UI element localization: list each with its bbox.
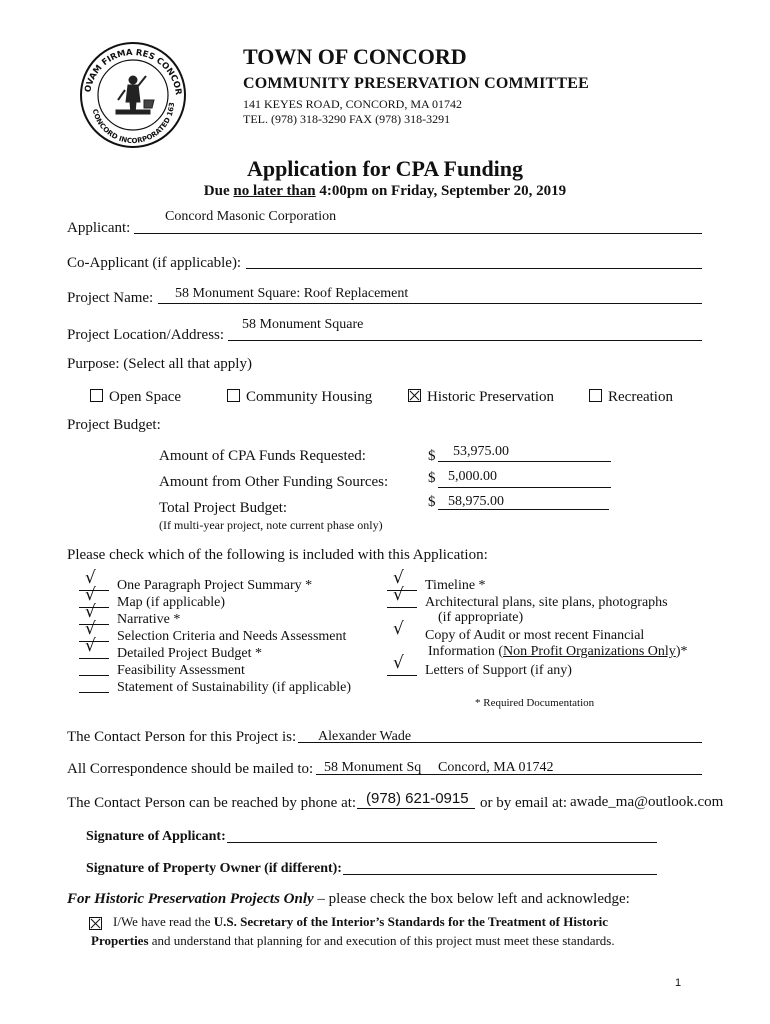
historic-ack-line1 [113, 914, 608, 930]
historic-ack-line2 [91, 933, 615, 949]
check-detailed-budget-blank[interactable] [79, 636, 109, 659]
other-funding-value[interactable]: 5,000.00 [448, 469, 497, 484]
check-mark-icon: √ [85, 585, 96, 605]
requested-label: Amount of CPA Funds Requested: [159, 448, 366, 464]
requested-field-line[interactable] [438, 461, 611, 462]
purpose-recreation-checkbox[interactable] [589, 389, 602, 402]
historic-ack-pre: I/We have read the [113, 914, 214, 929]
applicant-value[interactable]: Concord Masonic Corporation [165, 209, 337, 224]
purpose-community-housing-label: Community Housing [246, 389, 373, 405]
historic-ack-box[interactable] [89, 917, 102, 930]
location-value[interactable]: 58 Monument Square [242, 317, 364, 332]
purpose-historic-preservation[interactable] [408, 389, 554, 406]
historic-ack-checkbox[interactable] [89, 916, 102, 934]
other-funding-currency: $ [428, 470, 436, 486]
location-label: Project Location/Address: [67, 327, 225, 343]
owner-signature-line[interactable] [343, 874, 657, 875]
project-name-value[interactable]: 58 Monument Square: Roof Replacement [175, 286, 409, 301]
mail-label: All Correspondence should be mailed to: [67, 761, 314, 777]
check-mark-icon: √ [85, 568, 96, 588]
total-budget-label: Total Project Budget: [159, 500, 288, 516]
email-value[interactable]: awade_ma@outlook.com [570, 794, 724, 810]
check-mark-icon: √ [393, 568, 404, 588]
check-letters-blank[interactable] [387, 653, 417, 676]
project-name-field-line[interactable] [158, 303, 702, 304]
purpose-recreation-label: Recreation [608, 389, 673, 405]
applicant-label: Applicant: [67, 220, 131, 236]
mail-value-street[interactable]: 58 Monument Sq [324, 760, 422, 775]
due-rest: 4:00pm on Friday, September 20, 2019 [315, 183, 567, 199]
purpose-recreation[interactable] [589, 389, 673, 406]
historic-heading-emphasis: For Historic Preservation Projects Only [67, 891, 314, 907]
applicant-signature-label: Signature of Applicant: [86, 829, 226, 844]
owner-signature-label: Signature of Property Owner (if different): [86, 861, 342, 876]
check-mark-icon: √ [85, 619, 96, 639]
check-detailed-budget-label: Detailed Project Budget * [117, 646, 263, 661]
check-architectural-plans-label: Architectural plans, site plans, photographs [425, 595, 668, 610]
total-budget-currency: $ [428, 494, 436, 510]
contact-person-label: The Contact Person for this Project is: [67, 729, 297, 745]
check-project-summary[interactable] [79, 568, 313, 594]
check-map[interactable] [79, 585, 226, 611]
project-name-label: Project Name: [67, 290, 154, 306]
check-feasibility[interactable] [79, 661, 245, 679]
purpose-open-space[interactable] [90, 389, 181, 406]
mail-value-city[interactable]: Concord, MA 01742 [438, 760, 554, 775]
check-architectural-plans-note: (if appropriate) [438, 610, 524, 625]
check-mark-icon: √ [85, 602, 96, 622]
required-note: * Required Documentation [475, 697, 595, 709]
purpose-open-space-checkbox[interactable] [90, 389, 103, 402]
committee-phone: TEL. (978) 318-3290 FAX (978) 318-3291 [243, 112, 451, 126]
purpose-community-housing[interactable] [227, 389, 372, 406]
check-detailed-budget[interactable] [79, 636, 263, 662]
purpose-label: Purpose: (Select all that apply) [67, 356, 252, 372]
check-letters-label: Letters of Support (if any) [425, 663, 572, 678]
coapplicant-field-line[interactable] [246, 268, 702, 269]
town-seal [78, 40, 188, 150]
committee-name: COMMUNITY PRESERVATION COMMITTEE [243, 75, 590, 92]
total-budget-value[interactable]: 58,975.00 [448, 494, 504, 509]
seal-top-text: OVAM FIRMA RES CONCOR [83, 47, 183, 96]
check-sustainability-blank[interactable] [79, 678, 109, 693]
other-funding-label: Amount from Other Funding Sources: [159, 474, 389, 490]
audit-note-underlined: Non Profit Organizations Only [503, 644, 676, 659]
historic-heading-rest: – please check the box below left and acknowledge: [313, 891, 630, 907]
checklist-intro: Please check which of the following is included with this Application: [67, 547, 488, 563]
check-audit[interactable] [387, 619, 645, 644]
phone-value[interactable]: (978) 621-0915 [366, 790, 469, 807]
other-funding-field-line[interactable] [438, 487, 611, 488]
phone-label: The Contact Person can be reached by phone at: [67, 795, 357, 811]
applicant-field-line[interactable] [134, 233, 702, 234]
historic-ack-standards: U.S. Secretary of the Interior’s Standards for the Treatment of Historic [213, 914, 608, 929]
check-mark-icon: √ [393, 653, 404, 673]
historic-ack-properties: Properties [91, 933, 149, 948]
applicant-signature-line[interactable] [227, 842, 657, 843]
check-mark-icon: √ [393, 585, 404, 605]
town-name: TOWN OF CONCORD [243, 44, 467, 69]
requested-value[interactable]: 53,975.00 [453, 444, 509, 459]
historic-ack-rest: and understand that planning for and execution of this project must meet these standards. [148, 933, 615, 948]
page-title: Application for CPA Funding [246, 156, 524, 181]
check-project-summary-label: One Paragraph Project Summary * [117, 578, 313, 593]
audit-note-pre: Information ( [428, 644, 504, 659]
check-sustainability-label: Statement of Sustainability (if applicable) [117, 680, 352, 695]
check-sustainability[interactable] [79, 678, 351, 696]
purpose-community-housing-checkbox[interactable] [227, 389, 240, 402]
check-letters-of-support[interactable] [387, 653, 572, 679]
location-field-line[interactable] [228, 340, 702, 341]
check-feasibility-blank[interactable] [79, 661, 109, 676]
check-mark-icon: √ [393, 619, 404, 639]
check-selection-criteria-label: Selection Criteria and Needs Assessment [117, 629, 347, 644]
seal-bottom-text: CONCORD INCORPORATED 163 [90, 101, 177, 146]
contact-person-value[interactable]: Alexander Wade [318, 729, 412, 744]
due-underlined: no later than [233, 183, 316, 199]
audit-note-post: )* [675, 644, 688, 659]
check-map-label: Map (if applicable) [117, 595, 226, 610]
purpose-open-space-label: Open Space [109, 389, 182, 405]
phone-field-line[interactable] [357, 808, 475, 809]
committee-address: 141 KEYES ROAD, CONCORD, MA 01742 [243, 97, 463, 111]
total-budget-note: (If multi-year project, note current phase only) [159, 518, 383, 532]
check-mark-icon: √ [85, 636, 96, 656]
check-narrative-label: Narrative * [117, 612, 181, 627]
requested-currency: $ [428, 448, 436, 464]
purpose-historic-preservation-checkbox[interactable] [408, 389, 421, 402]
check-audit-blank[interactable] [387, 619, 417, 641]
check-audit-note [428, 644, 687, 660]
purpose-historic-preservation-label: Historic Preservation [427, 389, 555, 405]
coapplicant-label: Co-Applicant (if applicable): [67, 255, 242, 271]
page-number: 1 [675, 977, 682, 989]
check-feasibility-label: Feasibility Assessment [117, 663, 245, 678]
check-timeline-label: Timeline * [425, 578, 486, 593]
email-label: or by email at: [480, 795, 568, 811]
check-architectural-plans-blank[interactable] [387, 585, 417, 608]
due-prefix: Due [203, 183, 234, 199]
budget-label: Project Budget: [67, 417, 161, 433]
check-audit-label: Copy of Audit or most recent Financial [425, 628, 645, 643]
historic-heading [67, 891, 630, 908]
due-date [0, 183, 770, 200]
